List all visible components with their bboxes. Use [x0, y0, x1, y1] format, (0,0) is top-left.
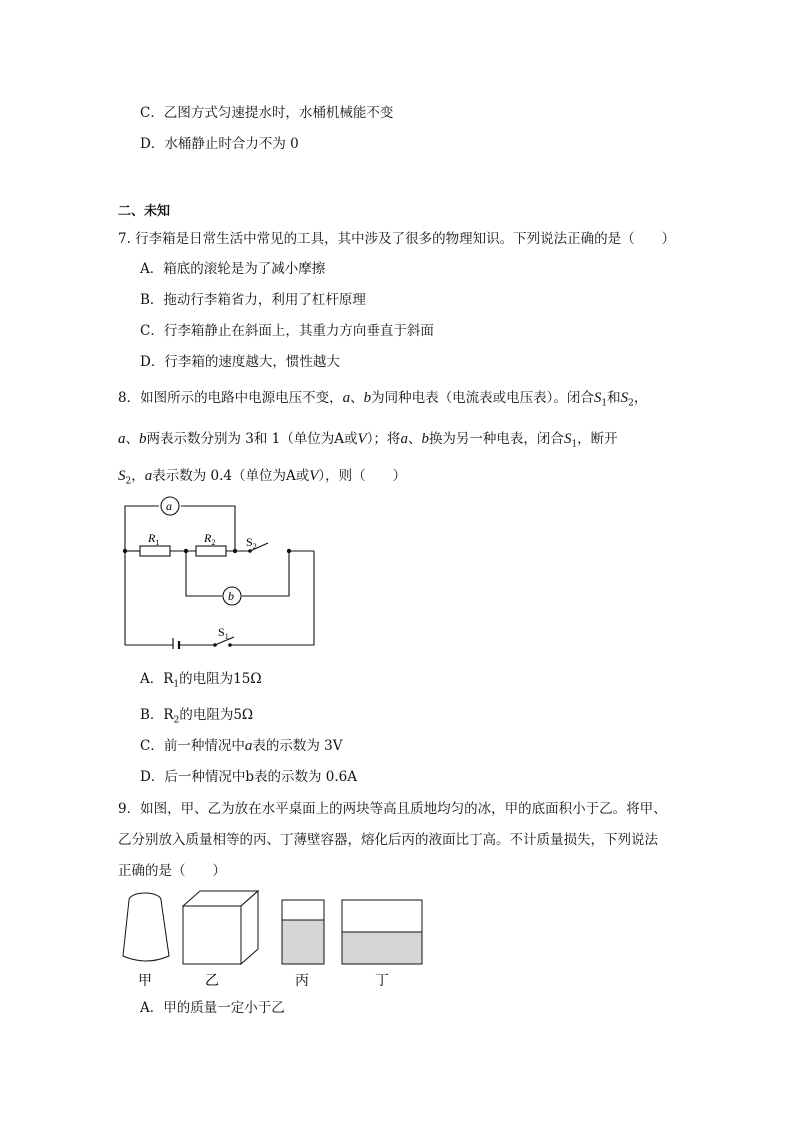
volt-symbol: V	[309, 468, 319, 484]
r1-letter: R	[148, 531, 156, 545]
meter-a-symbol: a	[144, 468, 153, 484]
q9-option-a: A．甲的质量一定小于乙	[140, 1000, 285, 1016]
switch-symbol: S	[118, 468, 126, 484]
q7-option-b: B．拖动行李箱省力，利用了杠杆原理	[140, 292, 366, 308]
question-8-line-1	[118, 389, 647, 413]
q8-text: 、	[407, 431, 422, 447]
circuit-diagram	[118, 494, 323, 649]
meter-b-symbol: b	[363, 390, 372, 406]
q8-text: ，	[633, 390, 648, 406]
meter-a-label: a	[166, 499, 172, 513]
meter-a-symbol: a	[342, 390, 351, 406]
s1-sub: 1	[224, 632, 229, 641]
subscript: 2	[173, 715, 180, 726]
r2-sub: 2	[211, 538, 216, 547]
wire	[242, 551, 289, 596]
meter-b-symbol: b	[139, 431, 147, 447]
wire	[186, 551, 222, 596]
subscript: 1	[173, 679, 180, 690]
q8-opt-text: 的电阻为15Ω	[179, 671, 262, 687]
q8-text: 、	[125, 431, 139, 447]
q7-option-c: C．行李箱静止在斜面上，其重力方向垂直于斜面	[140, 323, 434, 339]
junction-dot	[233, 549, 237, 553]
q8-option-d: D．后一种情况中b表的示数为 0.6A	[140, 769, 357, 785]
wire	[230, 551, 314, 645]
q8-text: 表示数为 0.4（单位为A或	[152, 468, 310, 484]
q8-text: 和	[607, 390, 621, 406]
q7-option-d: D．行李箱的速度越大，惯性越大	[140, 354, 340, 370]
s2-letter: S	[246, 535, 253, 549]
r2-label	[203, 531, 215, 547]
section-heading: 二、未知	[118, 204, 171, 219]
subscript: 1	[571, 439, 578, 450]
s1-letter: S	[218, 625, 225, 639]
junction-dot	[184, 549, 188, 553]
question-9-line-2: 乙分别放入质量相等的丙、丁薄壁容器，熔化后丙的液面比丁高。不计质量损失，下列说法	[118, 832, 658, 848]
switch-symbol: S	[563, 431, 572, 447]
q8-text: 换为另一种电表，闭合	[428, 431, 564, 447]
subscript: 1	[601, 398, 608, 409]
option-d-prev: D．水桶静止时合力不为 0	[140, 136, 299, 152]
s2-sub: 2	[252, 542, 257, 551]
q8-text: ）；将	[366, 431, 401, 447]
q8-opt-text: B．R	[140, 707, 174, 723]
junction-dot	[123, 549, 127, 553]
question-8-line-3	[118, 467, 406, 491]
switch-contact	[248, 549, 252, 553]
resistor-r2	[196, 546, 226, 556]
meter-b-label: b	[228, 589, 234, 603]
q8-opt-text: 的电阻为5Ω	[179, 707, 254, 723]
question-9-line-3: 正确的是（ ）	[118, 863, 226, 879]
question-9-line-1: 9．如图，甲、乙为放在水平桌面上的两块等高且质地均匀的冰，甲的底面积小于乙。将甲、	[118, 801, 667, 817]
meter-a-symbol: a	[400, 431, 408, 447]
q8-text: ，断开	[577, 431, 618, 447]
resistor-r1	[140, 546, 170, 556]
label-jia: 甲	[138, 974, 152, 989]
switch-contact	[213, 643, 217, 647]
q8-text: ），则（ ）	[318, 468, 407, 484]
q8-opt-text: A．R	[140, 671, 174, 687]
q8-text: 、	[350, 390, 364, 406]
switch-contact	[228, 643, 232, 647]
ice-jia-body	[123, 900, 169, 961]
option-c-prev: C．乙图方式匀速提水时，水桶机械能不变	[140, 105, 394, 121]
q8-option-a	[140, 670, 262, 694]
liquid-ding	[343, 932, 422, 964]
subscript: 2	[125, 476, 132, 487]
junction-dot	[287, 549, 291, 553]
q8-option-c	[140, 737, 342, 755]
q8-text: 两表示数分别为 3和 1（单位为A或	[146, 431, 358, 447]
meter-b-symbol: b	[421, 431, 429, 447]
question-7-stem: 7. 行李箱是日常生活中常见的工具，其中涉及了很多的物理知识。下列说法正确的是（ ）	[118, 231, 676, 247]
meter-a-symbol: a	[118, 431, 126, 447]
label-ding: 丁	[375, 974, 389, 989]
r1-sub: 1	[155, 538, 160, 547]
q8-opt-text: C．前一种情况中	[140, 738, 245, 754]
switch-symbol: S	[593, 390, 602, 406]
q8-option-b	[140, 706, 253, 730]
ice-yi-front	[183, 906, 241, 964]
label-yi: 乙	[205, 974, 219, 989]
q8-text: 8．如图所示的电路中电源电压不变，	[118, 390, 343, 406]
r2-letter: R	[204, 531, 212, 545]
volt-symbol: V	[357, 431, 367, 447]
liquid-bing	[283, 920, 324, 964]
ice-containers-figure	[118, 886, 428, 996]
q8-opt-text: 表的示数为 3V	[252, 738, 343, 754]
s2-label	[246, 535, 257, 551]
r1-label	[147, 531, 159, 547]
q8-text: 为同种电表（电流表或电压表）。闭合	[371, 390, 594, 406]
label-bing: 丙	[295, 974, 309, 989]
q8-text: ，	[131, 468, 145, 484]
meter-a-symbol: a	[244, 738, 253, 754]
subscript: 2	[628, 398, 634, 409]
question-8-line-2	[118, 430, 618, 454]
switch-symbol: S	[620, 390, 629, 406]
q7-option-a: A．箱底的滚轮是为了减小摩擦	[140, 261, 326, 277]
s1-label	[218, 625, 229, 641]
